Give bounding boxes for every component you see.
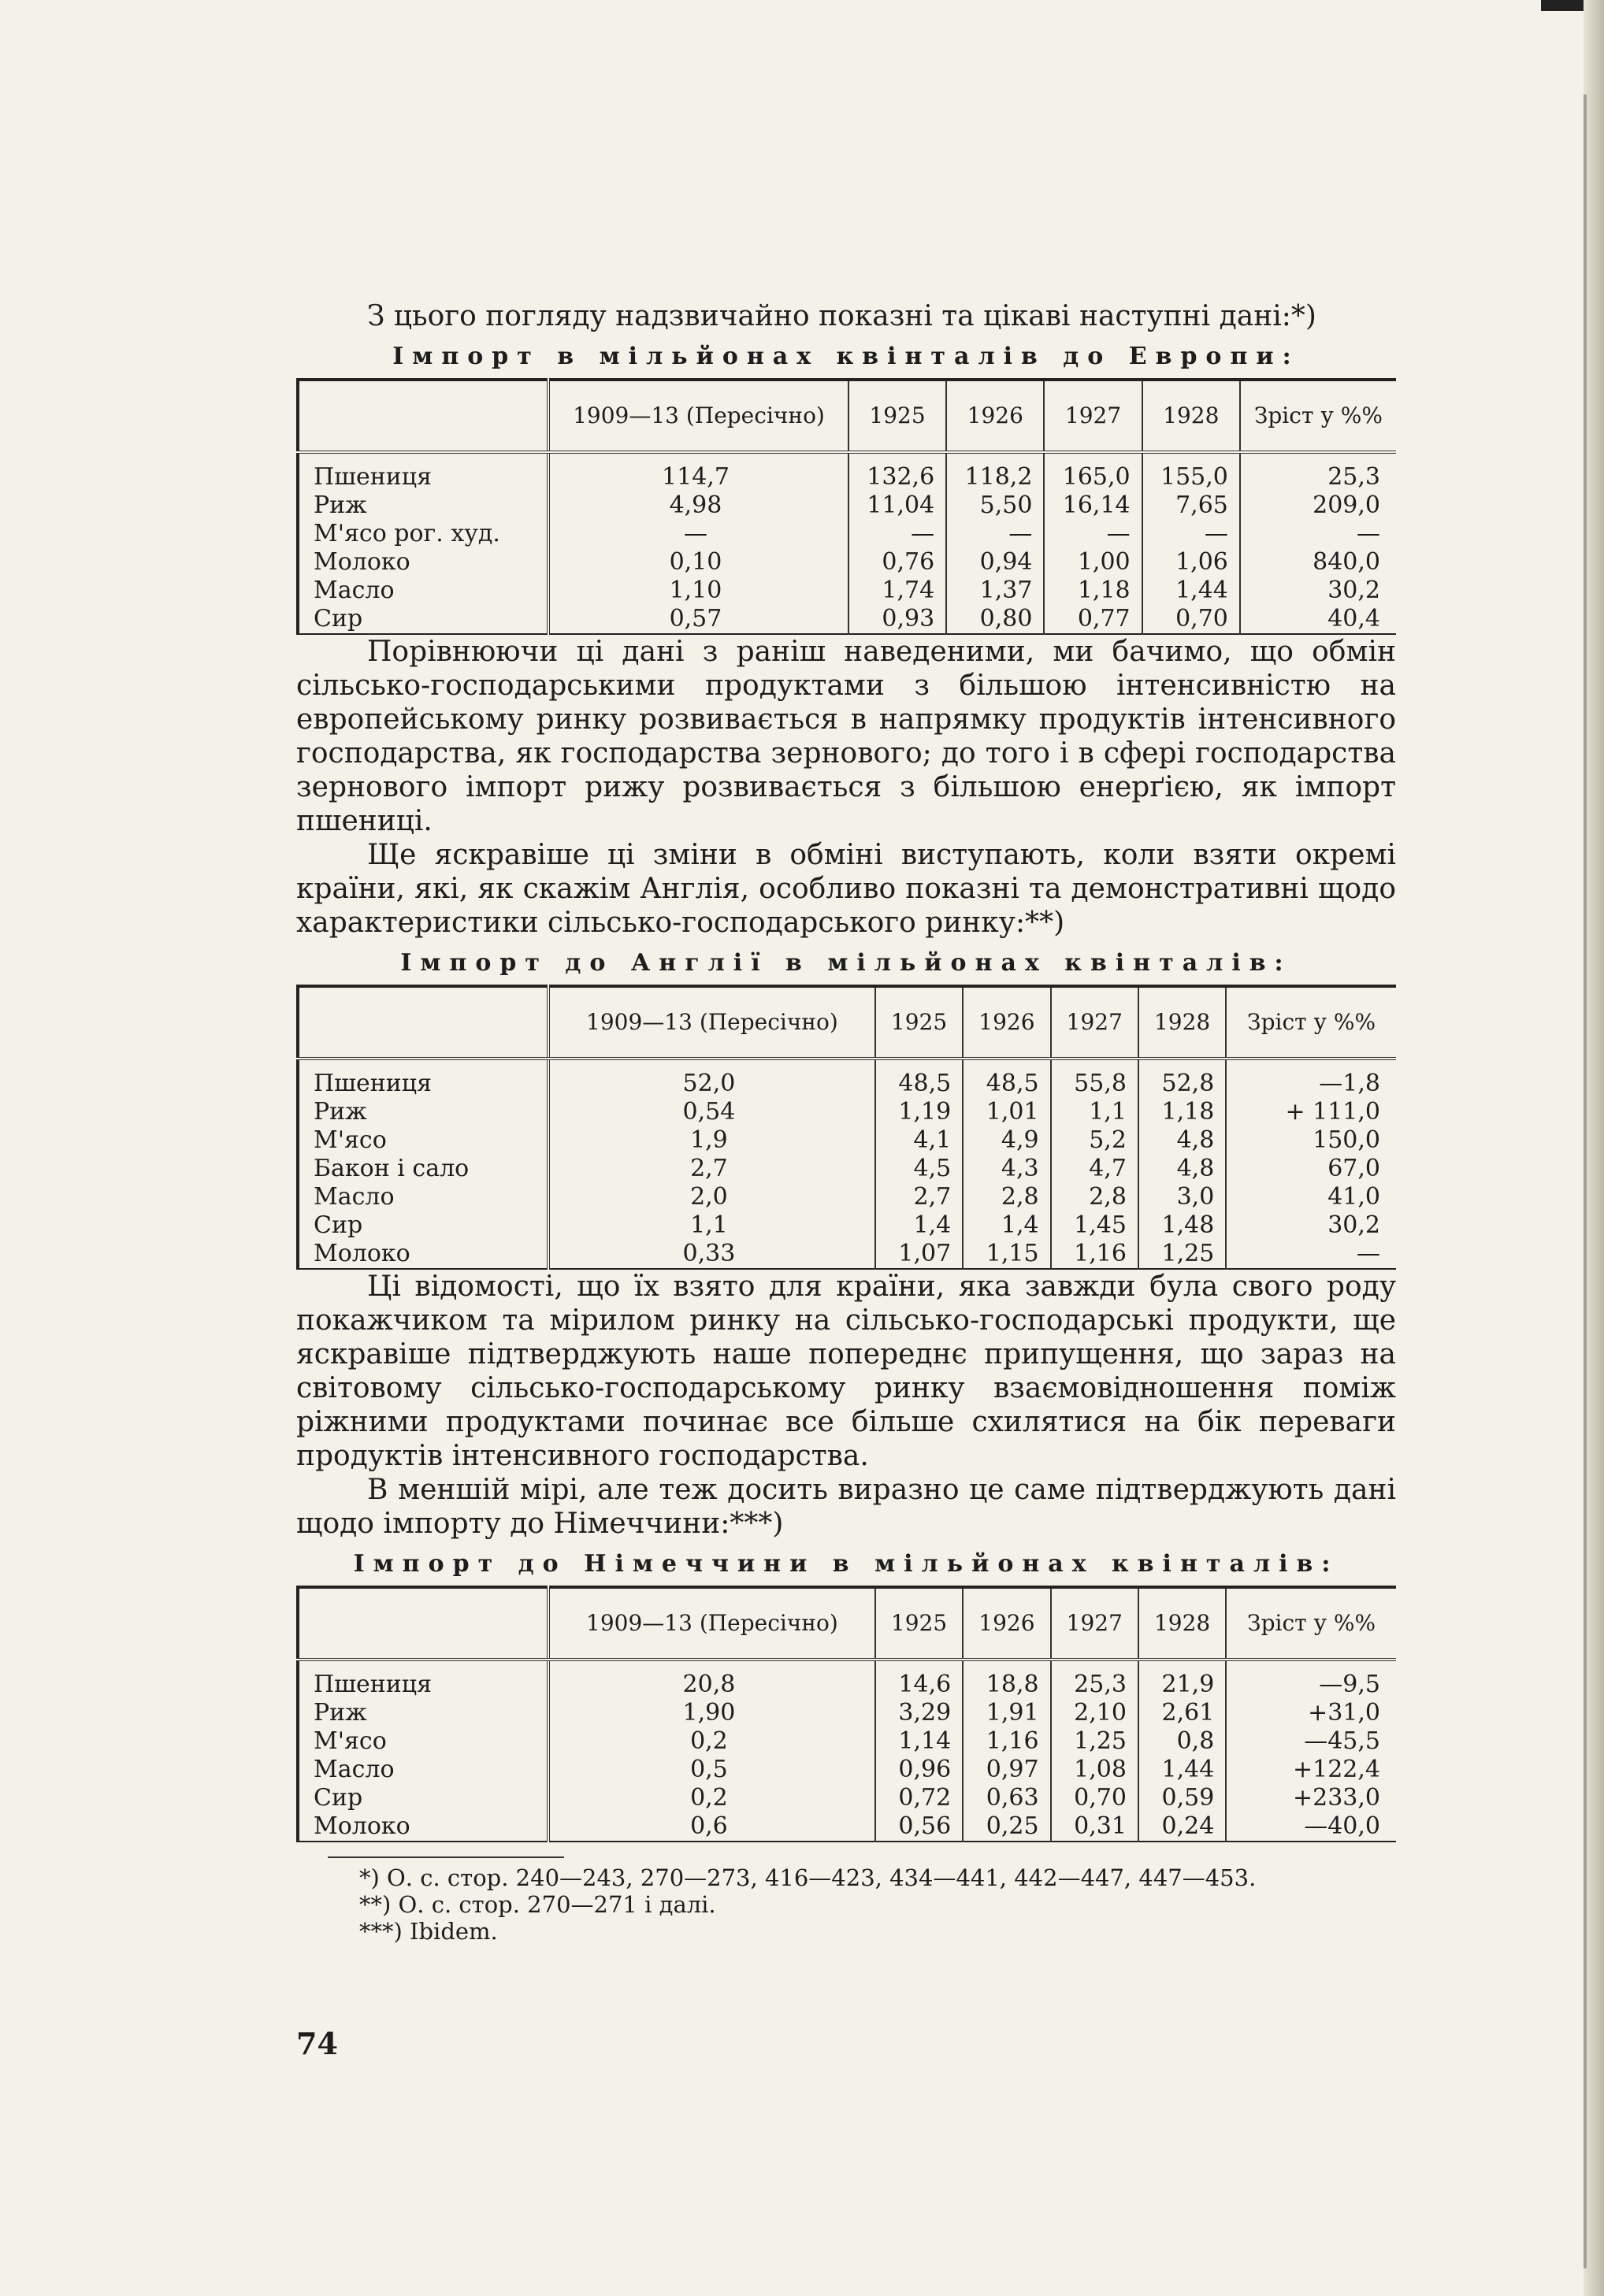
cell: 1,44 — [1138, 1756, 1226, 1784]
page-content — [296, 299, 1396, 1945]
cell: 0,59 — [1138, 1784, 1226, 1812]
cell: 30,2 — [1226, 1211, 1396, 1240]
cell: 1,4 — [963, 1211, 1050, 1240]
row-label: Масло — [298, 1756, 548, 1784]
cell: 4,5 — [875, 1155, 963, 1183]
cell: 0,70 — [1051, 1784, 1138, 1812]
cell: 21,9 — [1138, 1660, 1226, 1699]
table-row — [298, 1699, 1396, 1727]
cell: 114,7 — [548, 452, 848, 491]
table-row — [298, 1784, 1396, 1812]
table-europe-caption: Імпорт в мільйонах квінталів до Европи: — [392, 343, 1300, 370]
header-base-period: 1909—13 (Пересічно) — [548, 986, 875, 1059]
cell: 1,45 — [1051, 1211, 1138, 1240]
cell: 40,4 — [1240, 605, 1396, 634]
header-1926: 1926 — [963, 1587, 1050, 1660]
header-growth: Зріст у %% — [1226, 986, 1396, 1059]
cell: +31,0 — [1226, 1699, 1396, 1727]
cell: 0,56 — [875, 1812, 963, 1842]
cell: 0,6 — [548, 1812, 875, 1842]
cell: — — [548, 520, 848, 548]
cell: — — [1044, 520, 1142, 548]
cell: 0,96 — [875, 1756, 963, 1784]
row-label: Бакон і сало — [298, 1155, 548, 1183]
table-row — [298, 491, 1396, 520]
cell: 0,8 — [1138, 1727, 1226, 1756]
cell: 1,15 — [963, 1240, 1050, 1269]
cell: — — [1142, 520, 1240, 548]
row-label: Сир — [298, 605, 548, 634]
table-europe — [296, 378, 1396, 635]
row-label: Масло — [298, 1183, 548, 1211]
table-row — [298, 1727, 1396, 1756]
cell: 0,25 — [963, 1812, 1050, 1842]
table-germany-caption: Імпорт до Німеччини в мільйонах квінталів: — [353, 1550, 1339, 1578]
row-label: Пшениця — [298, 1660, 548, 1699]
cell: 1,4 — [875, 1211, 963, 1240]
cell: 840,0 — [1240, 548, 1396, 577]
cell: 4,7 — [1051, 1155, 1138, 1183]
table-row — [298, 1240, 1396, 1269]
binding-line — [1584, 95, 1587, 2268]
paragraph-1: Порівнюючи ці дані з раніш наведеними, ми бачимо, що обмін сільсько-господарськими продуктами з більшою інтенсивністю на европейському ринку розвивається в напрямку продуктів інтенсивного господарства, як господарства зернового; до того і в сфері господарства зернового імпорт рижу розвивається з більшою енерґією, як імпорт пшениці. — [296, 636, 1396, 837]
page-number: 74 — [296, 2026, 338, 2061]
cell: 0,33 — [548, 1240, 875, 1269]
cell: —1,8 — [1226, 1059, 1396, 1098]
cell: 150,0 — [1226, 1126, 1396, 1155]
header-1928: 1928 — [1142, 380, 1240, 452]
cell: 4,3 — [963, 1155, 1050, 1183]
header-base-period: 1909—13 (Пересічно) — [548, 380, 848, 452]
cell: + 111,0 — [1226, 1098, 1396, 1126]
cell: 0,57 — [548, 605, 848, 634]
row-label: Молоко — [298, 1812, 548, 1842]
row-label: М'ясо рог. худ. — [298, 520, 548, 548]
footnotes — [296, 1856, 1396, 1945]
footnote-rule — [328, 1856, 564, 1858]
cell: 0,2 — [548, 1784, 875, 1812]
header-1928: 1928 — [1138, 986, 1226, 1059]
cell: 41,0 — [1226, 1183, 1396, 1211]
cell: 4,8 — [1138, 1126, 1226, 1155]
paragraph-2: Ще яскравіше ці зміни в обміні виступають, коли взяти окремі країни, які, як скажім Англія, особливо показні та демонстративні щодо характеристики сільсько-господарського ринку:**) — [296, 839, 1396, 939]
cell: 1,16 — [963, 1727, 1050, 1756]
cell: 7,65 — [1142, 491, 1240, 520]
cell: 118,2 — [946, 452, 1044, 491]
cell: 52,8 — [1138, 1059, 1226, 1098]
cell: 1,48 — [1138, 1211, 1226, 1240]
footnote-3: ***) Ibidem. — [359, 1918, 498, 1945]
cell: —45,5 — [1226, 1727, 1396, 1756]
cell: 55,8 — [1051, 1059, 1138, 1098]
cell: 48,5 — [963, 1059, 1050, 1098]
cell: 1,90 — [548, 1699, 875, 1727]
cell: 1,18 — [1044, 577, 1142, 605]
cell: 0,97 — [963, 1756, 1050, 1784]
header-product — [298, 986, 548, 1059]
cell: 2,7 — [875, 1183, 963, 1211]
table-row — [298, 548, 1396, 577]
cell: 5,50 — [946, 491, 1044, 520]
cell: 20,8 — [548, 1660, 875, 1699]
table-row — [298, 577, 1396, 605]
cell: 1,07 — [875, 1240, 963, 1269]
table-row — [298, 1183, 1396, 1211]
table-england-caption: Імпорт до Англії в мільйонах квінталів: — [400, 949, 1292, 977]
table-england — [296, 985, 1396, 1270]
header-1927: 1927 — [1051, 1587, 1138, 1660]
row-label: Риж — [298, 1699, 548, 1727]
cell: 1,18 — [1138, 1098, 1226, 1126]
table-row — [298, 1211, 1396, 1240]
cell: 0,24 — [1138, 1812, 1226, 1842]
cell: 11,04 — [848, 491, 946, 520]
footnote-2: **) О. с. стор. 270—271 і далі. — [359, 1891, 716, 1918]
cell: 1,16 — [1051, 1240, 1138, 1269]
cell: 132,6 — [848, 452, 946, 491]
cell: 3,29 — [875, 1699, 963, 1727]
table-row — [298, 605, 1396, 634]
table-header-row — [298, 986, 1396, 1059]
cell: +122,4 — [1226, 1756, 1396, 1784]
cell: 1,37 — [946, 577, 1044, 605]
cell: 0,72 — [875, 1784, 963, 1812]
cell: 2,8 — [963, 1183, 1050, 1211]
cell: 209,0 — [1240, 491, 1396, 520]
cell: 3,0 — [1138, 1183, 1226, 1211]
cell: 1,10 — [548, 577, 848, 605]
cell: 1,08 — [1051, 1756, 1138, 1784]
header-1926: 1926 — [963, 986, 1050, 1059]
cell: 30,2 — [1240, 577, 1396, 605]
cell: 0,76 — [848, 548, 946, 577]
header-growth: Зріст у %% — [1226, 1587, 1396, 1660]
cell: 0,94 — [946, 548, 1044, 577]
cell: 0,10 — [548, 548, 848, 577]
header-base-period: 1909—13 (Пересічно) — [548, 1587, 875, 1660]
cell: 0,80 — [946, 605, 1044, 634]
cell: 16,14 — [1044, 491, 1142, 520]
cell: +233,0 — [1226, 1784, 1396, 1812]
paragraph-4: В меншій мірі, але теж досить виразно це саме підтверджують дані щодо імпорту до Німеччини:***) — [296, 1474, 1396, 1540]
header-1925: 1925 — [848, 380, 946, 452]
table-row — [298, 1660, 1396, 1699]
row-label: Сир — [298, 1211, 548, 1240]
header-growth: Зріст у %% — [1240, 380, 1396, 452]
cell: 14,6 — [875, 1660, 963, 1699]
cell: 4,9 — [963, 1126, 1050, 1155]
table-row — [298, 1059, 1396, 1098]
cell: —40,0 — [1226, 1812, 1396, 1842]
cell: 1,06 — [1142, 548, 1240, 577]
header-1926: 1926 — [946, 380, 1044, 452]
cell: 2,7 — [548, 1155, 875, 1183]
cell: 67,0 — [1226, 1155, 1396, 1183]
cell: 2,61 — [1138, 1699, 1226, 1727]
cell: 48,5 — [875, 1059, 963, 1098]
row-label: Молоко — [298, 548, 548, 577]
cell: 0,63 — [963, 1784, 1050, 1812]
cell: 0,5 — [548, 1756, 875, 1784]
cell: 2,10 — [1051, 1699, 1138, 1727]
row-label: Пшениця — [298, 452, 548, 491]
cell: 1,25 — [1051, 1727, 1138, 1756]
table-row — [298, 1126, 1396, 1155]
table-row — [298, 1756, 1396, 1784]
footnote-1: *) О. с. стор. 240—243, 270—273, 416—423, 434—441, 442—447, 447—453. — [359, 1864, 1257, 1891]
table-header-row — [298, 380, 1396, 452]
header-1927: 1927 — [1044, 380, 1142, 452]
cell: 1,91 — [963, 1699, 1050, 1727]
cell: — — [1226, 1240, 1396, 1269]
row-label: М'ясо — [298, 1727, 548, 1756]
header-1927: 1927 — [1051, 986, 1138, 1059]
row-label: Сир — [298, 1784, 548, 1812]
cell: 25,3 — [1051, 1660, 1138, 1699]
cell: 2,8 — [1051, 1183, 1138, 1211]
table-header-row — [298, 1587, 1396, 1660]
cell: 1,74 — [848, 577, 946, 605]
cell: 25,3 — [1240, 452, 1396, 491]
intro-text: З цього погляду надзвичайно показні та цікаві наступні дані:*) — [367, 300, 1316, 332]
header-product — [298, 1587, 548, 1660]
header-1925: 1925 — [875, 986, 963, 1059]
cell: 2,0 — [548, 1183, 875, 1211]
cell: 1,25 — [1138, 1240, 1226, 1269]
cell: 1,1 — [1051, 1098, 1138, 1126]
cell: — — [946, 520, 1044, 548]
table-row — [298, 1098, 1396, 1126]
cell: — — [848, 520, 946, 548]
row-label: Молоко — [298, 1240, 548, 1269]
cell: — — [1240, 520, 1396, 548]
cell: 18,8 — [963, 1660, 1050, 1699]
cell: 0,93 — [848, 605, 946, 634]
cell: 165,0 — [1044, 452, 1142, 491]
cell: 5,2 — [1051, 1126, 1138, 1155]
cell: 1,9 — [548, 1126, 875, 1155]
table-row — [298, 1155, 1396, 1183]
paragraph-3: Ці відомості, що їх взято для країни, яка завжди була свого роду покажчиком та мірилом ринку на сільсько-господарські продукти, ще яскравіше підтверджують наше попереднє припущення, що зараз на світовому сільсько-господарському ринку взаємовідношення поміж ріжними продуктами починає все більше схилятися на бік переваги продуктів інтенсивного господарства. — [296, 1270, 1396, 1472]
row-label: Масло — [298, 577, 548, 605]
table-row — [298, 520, 1396, 548]
header-product — [298, 380, 548, 452]
cell: 1,1 — [548, 1211, 875, 1240]
cell: 155,0 — [1142, 452, 1240, 491]
cell: 1,19 — [875, 1098, 963, 1126]
cell: 1,01 — [963, 1098, 1050, 1126]
row-label: Риж — [298, 1098, 548, 1126]
cell: 0,54 — [548, 1098, 875, 1126]
cell: —9,5 — [1226, 1660, 1396, 1699]
cell: 0,77 — [1044, 605, 1142, 634]
cell: 4,98 — [548, 491, 848, 520]
cell: 1,44 — [1142, 577, 1240, 605]
cell: 1,14 — [875, 1727, 963, 1756]
cell: 4,1 — [875, 1126, 963, 1155]
row-label: Пшениця — [298, 1059, 548, 1098]
cell: 52,0 — [548, 1059, 875, 1098]
table-row — [298, 1812, 1396, 1842]
cell: 1,00 — [1044, 548, 1142, 577]
row-label: М'ясо — [298, 1126, 548, 1155]
cell: 4,8 — [1138, 1155, 1226, 1183]
cell: 0,70 — [1142, 605, 1240, 634]
cell: 0,2 — [548, 1727, 875, 1756]
row-label: Риж — [298, 491, 548, 520]
table-row — [298, 452, 1396, 491]
table-germany — [296, 1586, 1396, 1842]
header-1928: 1928 — [1138, 1587, 1226, 1660]
header-1925: 1925 — [875, 1587, 963, 1660]
cell: 0,31 — [1051, 1812, 1138, 1842]
